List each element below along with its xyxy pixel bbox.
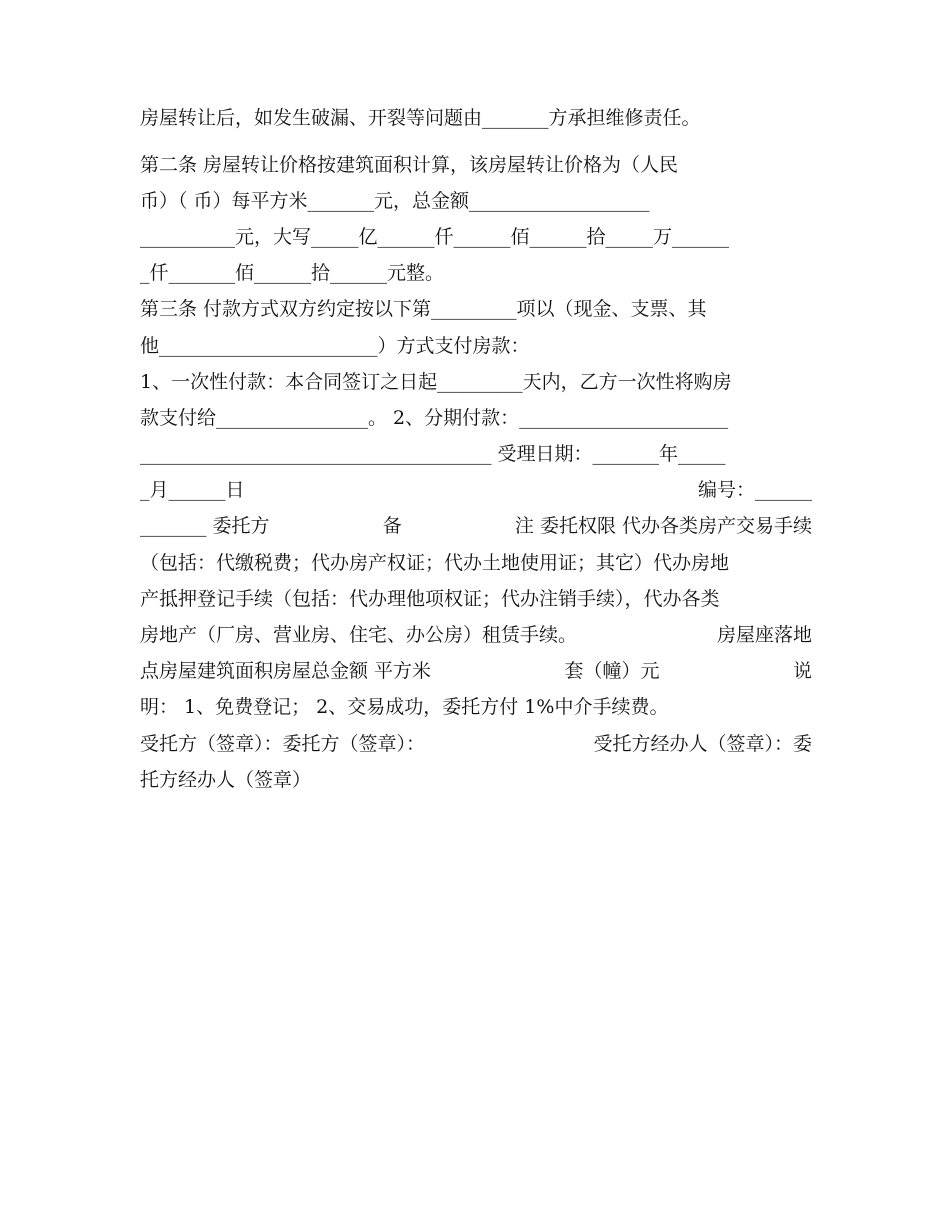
text-line-4: __________元，大写_____亿______仟______佰______拾_____万______ (140, 226, 730, 248)
text-line-13: （包括：代缴税费；代办房产权证；代办土地使用证；其它）代办房地 (140, 552, 730, 574)
unit-label: 套（幢）元 (564, 660, 660, 682)
text-line-10: _____________________________________ 受理日期：_______年_____ (140, 443, 726, 465)
property-location-label: 房屋座落地 (716, 624, 812, 646)
text-line-15 (140, 617, 812, 653)
client-label: _______ 委托方 (140, 515, 270, 537)
text-line-18 (140, 726, 812, 762)
serial-number-field: 编号：______ (697, 479, 812, 501)
text-line-1: 房屋转让后，如发生破漏、开裂等问题由_______方承担维修责任。 (140, 107, 701, 129)
text-line-12 (140, 508, 812, 544)
text-line-7: 他_______________________）方式支付房款： (140, 335, 530, 357)
authorization-scope: 注 委托权限 代办各类房产交易手续 (514, 515, 812, 537)
text-line-8: 1、一次性付款：本合同签订之日起_________天内，乙方一次性将购房 (140, 371, 732, 393)
text-line-2: 第二条 房屋转让价格按建筑面积计算，该房屋转让价格为（人民 (140, 154, 679, 176)
text-line-16 (140, 653, 812, 689)
text-line-3: 币）（ 币）每平方米_______元，总金额___________________ (140, 190, 650, 212)
agent-signature-label: 受托方经办人（签章）：委 (593, 733, 812, 755)
text-line-19: 托方经办人（签章） (140, 769, 312, 791)
text-line-5: _仟_______佰______拾______元整。 (140, 262, 445, 284)
lease-service-text: 房地产（厂房、营业房、住宅、办公房）租赁手续。 (140, 624, 578, 646)
signature-labels: 受托方（签章）：委托方（签章）： (140, 733, 426, 755)
text-line-6: 第三条 付款方式双方约定按以下第_________项以（现金、支票、其 (140, 298, 707, 320)
text-line-17: 明： 1、免费登记； 2、交易成功，委托方付 1%中介手续费。 (140, 696, 669, 718)
date-fields: _月______日 (140, 479, 245, 501)
text-line-9: 款支付给________________。 2、分期付款：______________________ (140, 407, 729, 429)
property-info-labels: 点房屋建筑面积房屋总金额 平方米 (140, 660, 432, 682)
remarks-label-part: 备 (382, 515, 402, 537)
notes-label-part: 说 (792, 660, 812, 682)
text-line-14: 产抵押登记手续（包括：代办理他项权证；代办注销手续），代办各类 (140, 588, 720, 610)
text-line-11 (140, 472, 812, 508)
